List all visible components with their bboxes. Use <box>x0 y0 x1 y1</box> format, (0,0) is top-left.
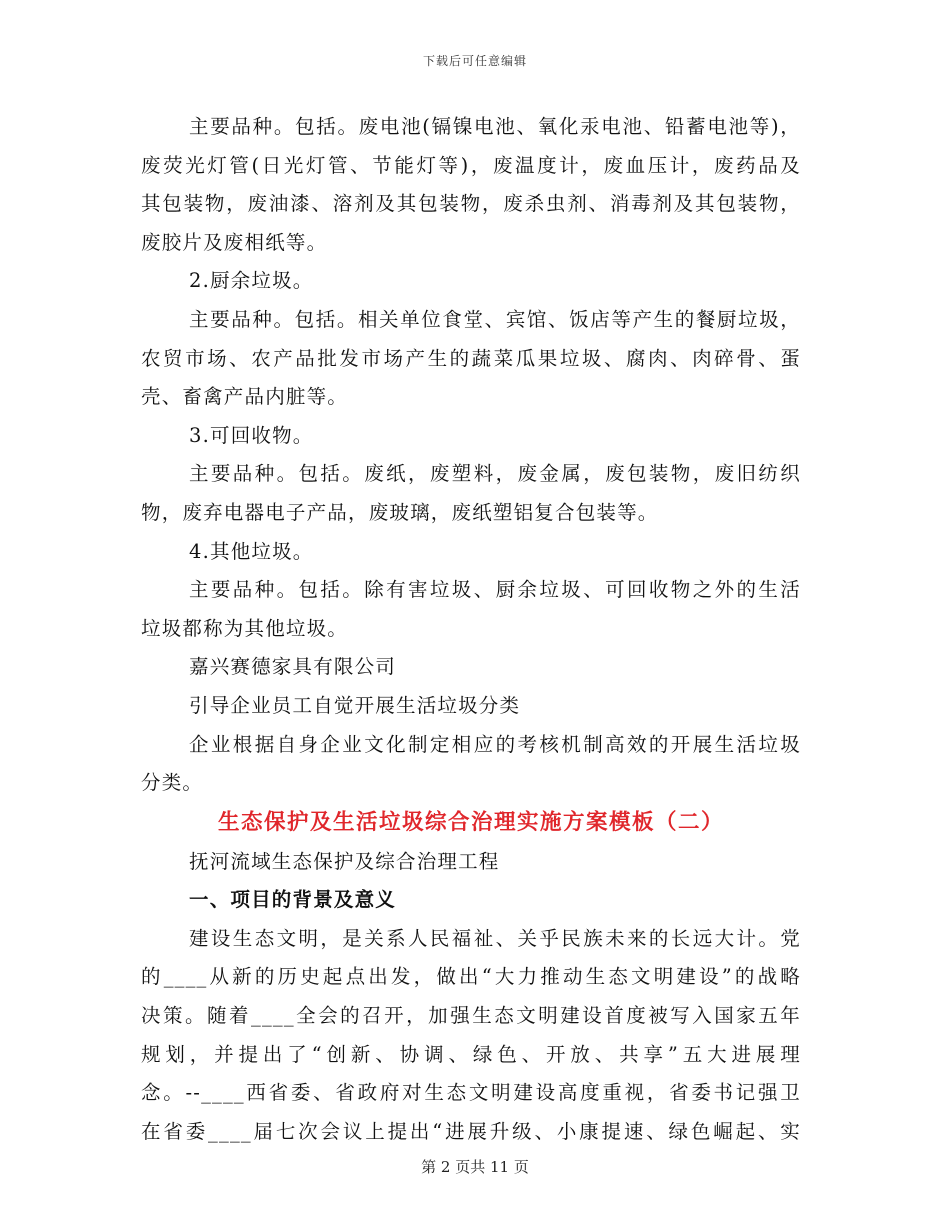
paragraph-line: 规划，并提出了“创新、协调、绿色、开放、共享”五大进展理 <box>141 1042 801 1066</box>
paragraph-line: 其包装物，废油漆、溶剂及其包装物，废杀虫剂、消毒剂及其包装物， <box>141 192 801 216</box>
paragraph-line: 废胶片及废相纸等。 <box>141 230 328 254</box>
company-name: 嘉兴赛德家具有限公司 <box>189 655 397 679</box>
list-heading-recyclables: 3.可回收物。 <box>189 423 314 447</box>
paragraph-line: 主要品种。包括。相关单位食堂、宾馆、饭店等产生的餐厨垃圾， <box>189 307 801 331</box>
paragraph-line: 主要品种。包括。废电池(镉镍电池、氧化汞电池、铅蓄电池等)， <box>189 115 801 138</box>
paragraph-line: 建设生态文明，是关系人民福祉、关乎民族未来的长远大计。党 <box>189 926 801 950</box>
paragraph-line: 壳、畜禽产品内脏等。 <box>141 385 349 409</box>
section-heading: 一、项目的背景及意义 <box>189 888 397 912</box>
paragraph-line: 垃圾都称为其他垃圾。 <box>141 616 349 640</box>
paragraph-line: 分类。 <box>141 771 204 795</box>
paragraph-line: 农贸市场、农产品批发市场产生的蔬菜瓜果垃圾、腐肉、肉碎骨、蛋 <box>141 346 801 370</box>
paragraph-line: 决策。随着____全会的召开，加强生态文明建设首度被写入国家五年 <box>141 1004 801 1028</box>
paragraph-line: 物，废弃电器电子产品，废玻璃，废纸塑铝复合包装等。 <box>141 500 659 524</box>
paragraph-line: 主要品种。包括。废纸，废塑料，废金属，废包装物，废旧纺织 <box>189 462 801 486</box>
page-header: 下载后可任意编辑 <box>422 54 527 68</box>
paragraph-line: 企业根据自身企业文化制定相应的考核机制高效的开展生活垃圾 <box>189 732 801 756</box>
document-body <box>141 108 801 1151</box>
list-heading-other-waste: 4.其他垃圾。 <box>189 539 314 563</box>
paragraph-line: 引导企业员工自觉开展生活垃圾分类 <box>189 693 521 717</box>
paragraph-line: 废荧光灯管(日光灯管、节能灯等)，废温度计，废血压计，废药品及 <box>141 153 801 177</box>
page-footer: 第 2 页共 11 页 <box>421 1158 529 1176</box>
paragraph-line: 主要品种。包括。除有害垃圾、厨余垃圾、可回收物之外的生活 <box>189 578 801 602</box>
paragraph-line: 念。--____西省委、省政府对生态文明建设高度重视，省委书记强卫 <box>141 1081 801 1105</box>
list-heading-kitchen-waste: 2.厨余垃圾。 <box>189 269 314 293</box>
paragraph-line: 的____从新的历史起点出发，做出“大力推动生态文明建设”的战略 <box>141 965 801 989</box>
project-name: 抚河流域生态保护及综合治理工程 <box>189 849 500 873</box>
paragraph-line: 在省委____届七次会议上提出“进展升级、小康提速、绿色崛起、实 <box>141 1119 801 1143</box>
section-title: 生态保护及生活垃圾综合治理实施方案模板（二） <box>217 809 724 835</box>
